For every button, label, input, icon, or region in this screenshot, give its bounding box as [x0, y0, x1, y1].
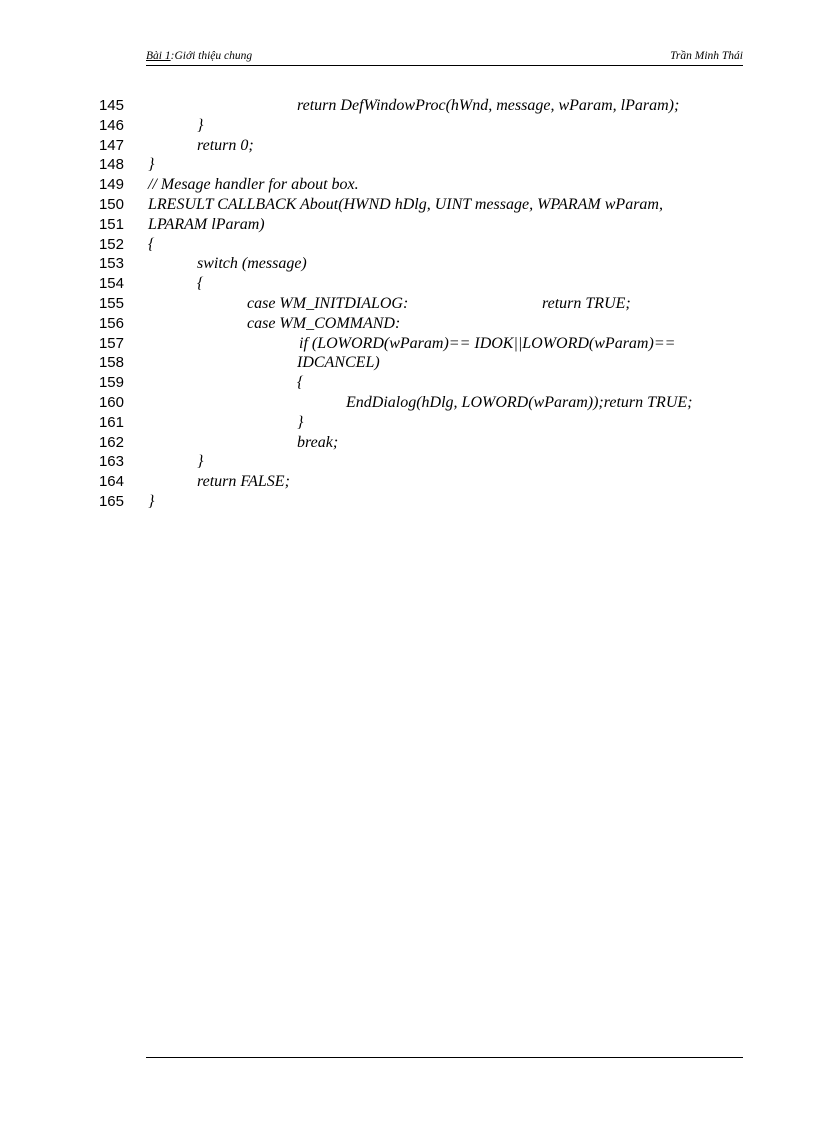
code-line	[0, 413, 816, 433]
line-number: 159	[98, 374, 124, 392]
code-listing	[0, 96, 816, 512]
code-line	[0, 235, 816, 255]
code-text: // Mesage handler for about box.	[148, 176, 359, 194]
page-footer	[146, 1057, 743, 1059]
line-number: 145	[98, 97, 124, 114]
code-line	[0, 175, 816, 195]
code-line	[0, 116, 816, 136]
code-line	[0, 136, 816, 156]
code-text: IDCANCEL)	[297, 354, 380, 372]
code-line	[0, 254, 816, 274]
code-text: return 0;	[197, 136, 254, 154]
line-number: 160	[98, 393, 124, 411]
code-text: }	[297, 413, 304, 431]
code-text: }	[197, 453, 204, 471]
line-number: 162	[98, 433, 124, 451]
line-number: 164	[98, 473, 124, 491]
code-text: return DefWindowProc(hWnd, message, wParam, lParam);	[297, 97, 680, 114]
line-number: 161	[98, 413, 124, 431]
code-text: {	[197, 275, 204, 293]
code-text: LRESULT CALLBACK About(HWND hDlg, UINT message, WPARAM wParam,	[148, 195, 663, 213]
code-text: return FALSE;	[197, 473, 290, 491]
code-text: LPARAM lParam)	[148, 215, 265, 233]
header-author: Trần Minh Thái	[670, 50, 743, 62]
line-number: 153	[98, 255, 124, 273]
line-number: 148	[98, 156, 124, 174]
code-line	[0, 195, 816, 215]
code-line	[0, 492, 816, 512]
code-text: switch (message)	[197, 255, 307, 273]
code-text-extra: return TRUE;	[542, 294, 631, 312]
code-line	[0, 373, 816, 393]
line-number: 147	[98, 136, 124, 154]
line-number: 146	[98, 116, 124, 134]
code-line	[0, 393, 816, 413]
header-lesson-title: :Giới thiệu chung	[170, 50, 253, 62]
line-number: 163	[98, 453, 124, 471]
code-text: break;	[297, 433, 339, 451]
line-number: 165	[98, 492, 124, 510]
line-number: 151	[98, 215, 124, 233]
code-text: EndDialog(hDlg, LOWORD(wParam));return TRUE;	[346, 393, 693, 411]
line-number: 156	[98, 314, 124, 332]
code-text: case WM_COMMAND:	[247, 314, 401, 332]
code-line	[0, 274, 816, 294]
code-line	[0, 433, 816, 453]
line-number: 157	[98, 334, 124, 352]
code-line	[0, 334, 816, 354]
page-header	[146, 47, 743, 66]
line-number: 158	[98, 354, 124, 372]
code-line	[0, 452, 816, 472]
code-text: }	[197, 116, 204, 134]
code-line	[0, 294, 816, 314]
line-number: 155	[98, 294, 124, 312]
code-line	[0, 215, 816, 235]
code-text: {	[297, 374, 304, 392]
code-text: }	[148, 492, 155, 510]
line-number: 152	[98, 235, 124, 253]
code-line	[0, 314, 816, 334]
header-lesson	[146, 47, 252, 65]
code-text: if (LOWORD(wParam)== IDOK||LOWORD(wParam)==	[295, 334, 676, 352]
line-number: 149	[98, 176, 124, 194]
code-line	[0, 96, 816, 116]
code-line	[0, 155, 816, 175]
code-text: case WM_INITDIALOG:	[247, 294, 409, 312]
code-text: }	[148, 156, 155, 174]
line-number: 154	[98, 275, 124, 293]
line-number: 150	[98, 195, 124, 213]
code-text: {	[148, 235, 155, 253]
header-lesson-number: Bài 1	[146, 50, 171, 62]
code-line	[0, 472, 816, 492]
code-line	[0, 353, 816, 373]
